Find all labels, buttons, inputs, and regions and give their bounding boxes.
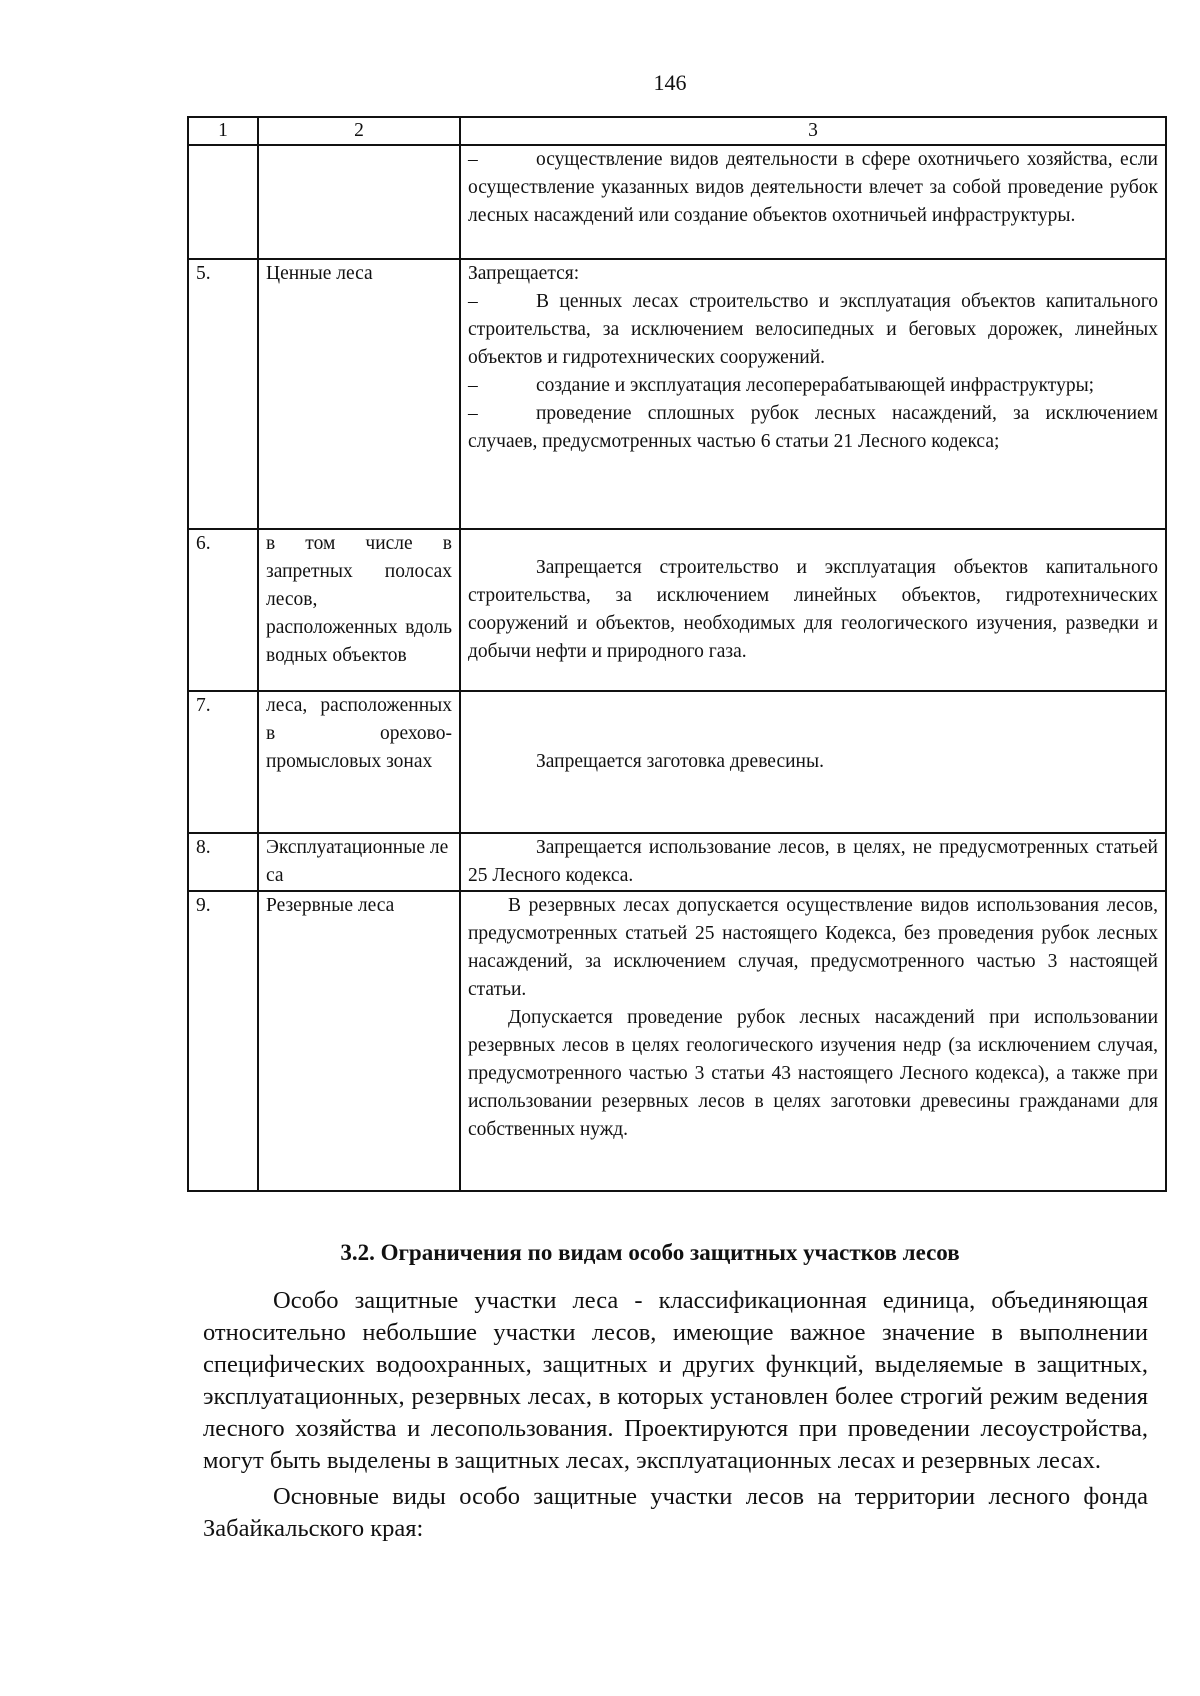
restriction-paragraph: Запрещается заготовка древесины. bbox=[536, 751, 824, 772]
row-number: 7. bbox=[188, 691, 258, 833]
restriction-paragraph: Запрещается строительство и эксплуатация объектов капитального строительства, за исключением линейных объектов, гидротехнических сооружений и объектов, необходимых для геологического изучения, разведки и добычи нефти и природного газа. bbox=[468, 557, 1158, 662]
restriction-paragraph: – В ценных лесах строительство и эксплуатация объектов капитального строительства, за исключением велосипедных и беговых дорожек, линейных объектов и гидротехнических сооружений. bbox=[468, 288, 1158, 372]
restriction-text bbox=[460, 691, 1166, 833]
restriction-text bbox=[460, 833, 1166, 891]
restriction-paragraph: Запрещается: bbox=[468, 263, 580, 284]
restrictions-table bbox=[187, 116, 1167, 1192]
section-body bbox=[203, 1285, 1148, 1545]
table-row bbox=[188, 145, 1166, 259]
body-paragraph: Особо защитные участки леса - классификационная единица, объединяющая относительно небольшие участки лесов, имеющие важное значение в выполнении специфических водоохранных, защитных и других функций, выделяемые в защитных, эксплуатационных, резервных лесах, в которых установлен более строгий режим ведения лесного хозяйства и лесопользования. Проектируются при проведении лесоустройства, могут быть выделены в защитных лесах, эксплуатационных лесах и резервных лесах. bbox=[203, 1287, 1148, 1474]
section-title: 3.2. Ограничения по видам особо защитных участков лесов bbox=[340, 1240, 960, 1265]
restriction-text bbox=[460, 145, 1166, 259]
table-row bbox=[188, 529, 1166, 691]
table-header-row bbox=[188, 117, 1166, 145]
row-number: 9. bbox=[188, 891, 258, 1191]
dash-marker: – bbox=[468, 291, 478, 312]
restriction-paragraph: Запрещается использование лесов, в целях, не предусмотренных статьей 25 Лесного кодекса. bbox=[468, 837, 1158, 886]
restriction-text bbox=[460, 259, 1166, 529]
row-number: 6. bbox=[188, 529, 258, 691]
restriction-text bbox=[460, 529, 1166, 691]
forest-category: Ценные леса bbox=[258, 259, 460, 529]
forest-category: леса, расположенных в орехово-промысловых зонах bbox=[258, 691, 460, 833]
row-number: 8. bbox=[188, 833, 258, 891]
table-row bbox=[188, 259, 1166, 529]
restriction-paragraph: – осуществление видов деятельности в сфере охотничьего хозяйства, если осуществление указанных видов деятельности влечет за собой проведение рубок лесных насаждений или создание объектов охотничьей инфраструктуры. bbox=[468, 146, 1158, 230]
restriction-paragraph: – проведение сплошных рубок лесных насаждений, за исключением случаев, предусмотренных частью 6 статьи 21 Лесного кодекса; bbox=[468, 400, 1158, 456]
table-row bbox=[188, 891, 1166, 1191]
restriction-paragraph: Допускается проведение рубок лесных насаждений при использовании резервных лесов в целях геологического изучения недр (за исключением случая, предусмотренного частью 3 статьи 43 настоящего Лесного кодекса), а также при использовании резервных лесов в целях заготовки древесины гражданами для собственных нужд. bbox=[468, 1007, 1158, 1140]
restriction-text bbox=[460, 891, 1166, 1191]
column-header-2: 2 bbox=[258, 117, 460, 145]
body-paragraph: Основные виды особо защитные участки лесов на территории лесного фонда Забайкальского края: bbox=[203, 1483, 1148, 1542]
dash-marker: – bbox=[468, 149, 478, 170]
forest-category: в том числе в запретных полосах лесов, расположенных вдоль водных объектов bbox=[258, 529, 460, 691]
forest-category bbox=[258, 145, 460, 259]
row-number: 5. bbox=[188, 259, 258, 529]
restriction-paragraph: – создание и эксплуатация лесоперерабатывающей инфраструктуры; bbox=[468, 372, 1158, 400]
table-row bbox=[188, 833, 1166, 891]
dash-marker: – bbox=[468, 375, 478, 396]
row-number bbox=[188, 145, 258, 259]
dash-marker: – bbox=[468, 403, 478, 424]
column-header-1: 1 bbox=[188, 117, 258, 145]
forest-category: Эксплуатационные леса bbox=[258, 833, 460, 891]
restriction-paragraph: В резервных лесах допускается осуществление видов использования лесов, предусмотренных статьей 25 настоящего Кодекса, без проведения рубок лесных насаждений, за исключением случая, предусмотренного частью 3 настоящей статьи. bbox=[468, 895, 1158, 1000]
page-number: 146 bbox=[653, 70, 687, 95]
table-row bbox=[188, 691, 1166, 833]
forest-category: Резервные леса bbox=[258, 891, 460, 1191]
column-header-3: 3 bbox=[460, 117, 1166, 145]
